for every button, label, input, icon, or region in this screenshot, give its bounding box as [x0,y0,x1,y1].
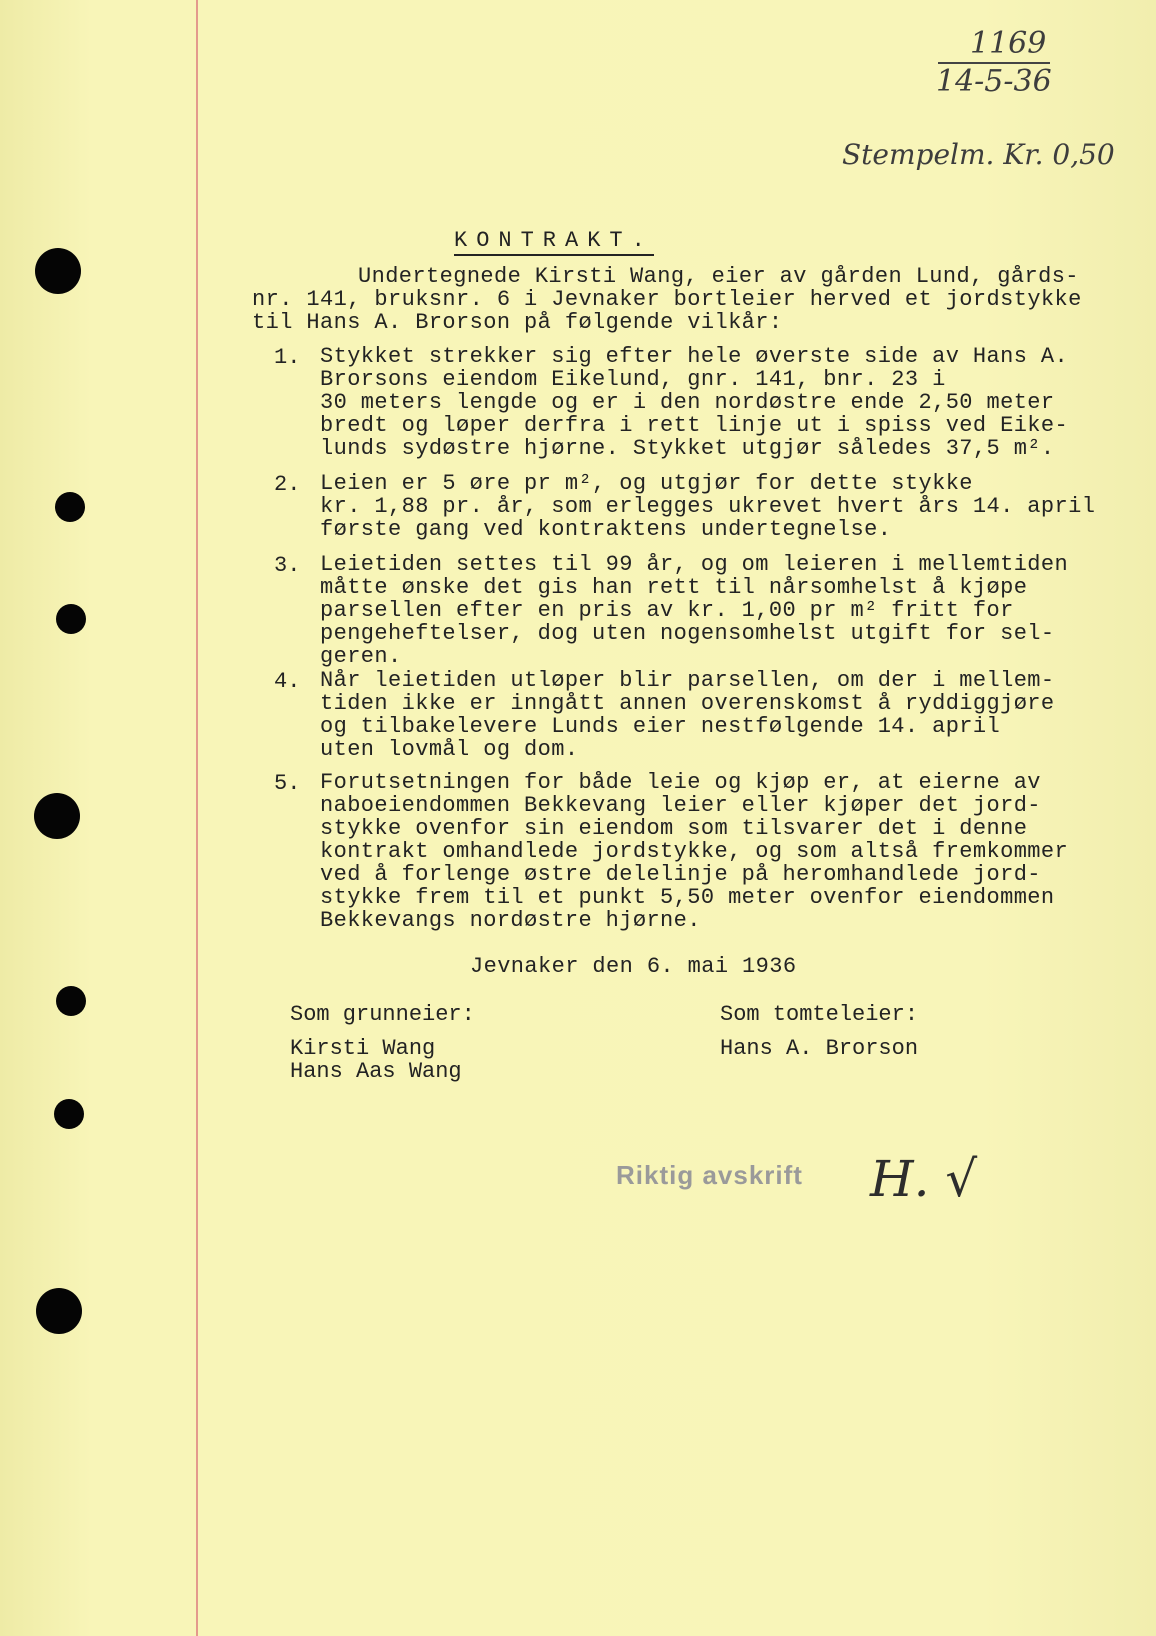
text-line: Forutsetningen for både leie og kjøp er, at eierne av [320,770,1041,795]
clause-number: 5. [274,771,301,796]
folio-number: 1169 [970,26,1047,61]
text-line: og tilbakelevere Lunds eier nestfølgende 14. april [320,714,1001,739]
clause-number: 4. [274,669,301,694]
tenant-name: Hans A. Brorson [720,1036,919,1061]
stamp-duty-note: Stempelm. Kr. 0,50 [842,138,1115,171]
text-line: Når leietiden utløper blir parsellen, om der i mellem- [320,668,1055,693]
binder-hole [35,248,81,294]
landowner-name: Hans Aas Wang [290,1059,462,1084]
text-line: Stykket strekker sig efter hele øverste side av Hans A. [320,344,1069,369]
binder-hole [56,986,86,1016]
text-line: første gang ved kontraktens undertegnelse. [320,517,892,542]
place-and-date: Jevnaker den 6. mai 1936 [470,954,797,979]
registration-date: 14-5-36 [936,64,1052,99]
clause-number: 1. [274,345,301,370]
text-line: Leien er 5 øre pr m², og utgjør for dette stykke [320,471,973,496]
true-copy-stamp: Riktig avskrift [616,1160,803,1190]
binder-hole [34,793,80,839]
text-line: tiden ikke er inngått annen overenskomst å ryddiggjøre [320,691,1055,716]
text-line: Undertegnede Kirsti Wang, eier av gården Lund, gårds- [358,264,1079,289]
text-line: bredt og løper derfra i rett linje ut i spiss ved Eike- [320,413,1069,438]
text-line: Brorsons eiendom Eikelund, gnr. 141, bnr. 23 i [320,367,946,392]
binder-hole [36,1288,82,1334]
clause-number: 2. [274,472,301,497]
clause-number: 3. [274,553,301,578]
landowner-label: Som grunneier: [290,1002,475,1027]
text-line: Leietiden settes til 99 år, og om leieren i mellemtiden [320,552,1069,577]
binder-hole [56,604,86,634]
clerk-initials: H. √ [870,1150,978,1208]
text-line: geren. [320,644,402,669]
text-line: lunds sydøstre hjørne. Stykket utgjør således 37,5 m². [320,436,1055,461]
text-line: til Hans A. Brorson på følgende vilkår: [252,310,783,335]
text-line: Bekkevangs nordøstre hjørne. [320,908,701,933]
text-line: naboeiendommen Bekkevang leier eller kjøper det jord- [320,793,1041,818]
text-line: måtte ønske det gis han rett til nårsomhelst å kjøpe [320,575,1028,600]
text-line: ved å forlenge østre delelinje på heromhandlede jord- [320,862,1041,887]
text-line: stykke frem til et punkt 5,50 meter ovenfor eiendommen [320,885,1055,910]
binder-hole [54,1099,84,1129]
text-line: uten lovmål og dom. [320,737,579,762]
text-line: 30 meters lengde og er i den nordøstre ende 2,50 meter [320,390,1055,415]
red-margin-line [196,0,198,1636]
text-line: nr. 141, bruksnr. 6 i Jevnaker bortleier herved et jordstykke [252,287,1082,312]
text-line: stykke ovenfor sin eiendom som tilsvarer det i denne [320,816,1028,841]
landowner-name: Kirsti Wang [290,1036,436,1061]
text-line: pengeheftelser, dog uten nogensomhelst utgift for sel- [320,621,1055,646]
contract-title: KONTRAKT. [454,228,654,256]
text-line: kontrakt omhandlede jordstykke, og som altså fremkommer [320,839,1069,864]
text-line: kr. 1,88 pr. år, som erlegges ukrevet hvert års 14. april [320,494,1096,519]
tenant-label: Som tomteleier: [720,1002,919,1027]
binder-hole [55,492,85,522]
text-line: parsellen efter en pris av kr. 1,00 pr m² fritt for [320,598,1014,623]
